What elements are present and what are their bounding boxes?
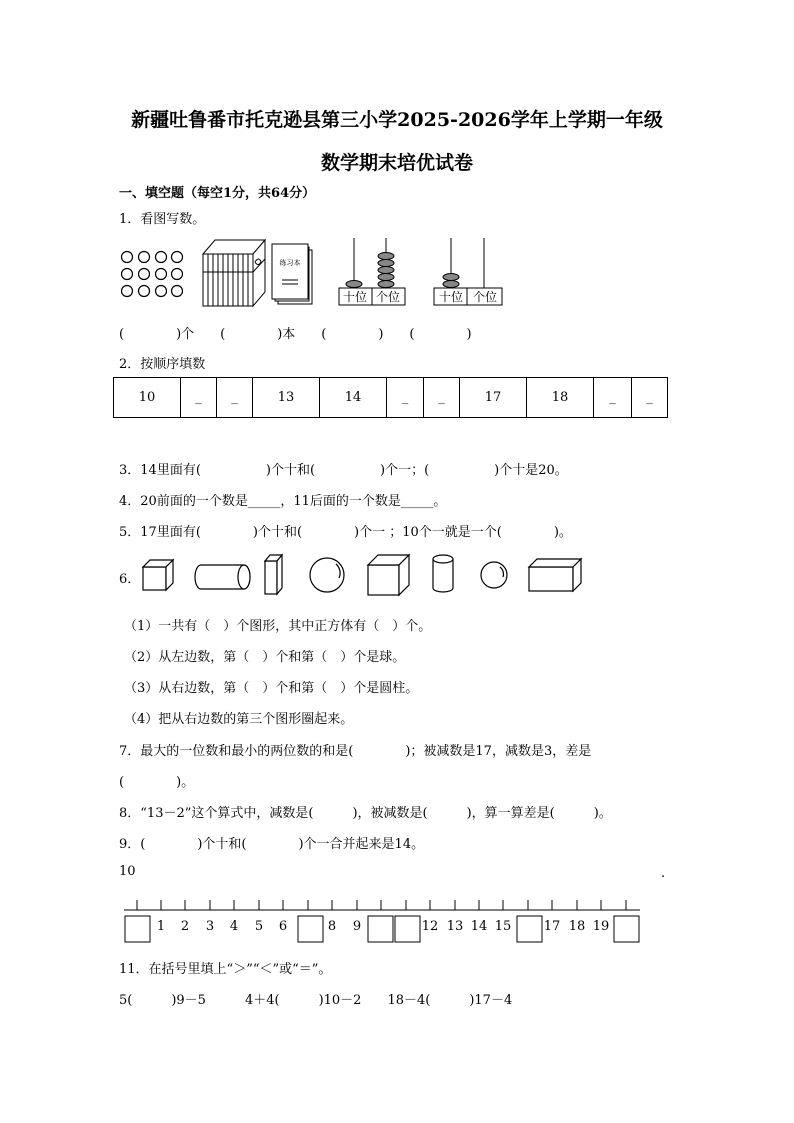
page-subtitle: 数学期末培优试卷 (320, 152, 473, 174)
cube-icon (143, 560, 173, 590)
number-line-label: 9 (352, 919, 362, 934)
sequence-cell: 14 (320, 378, 387, 418)
number-line-label: 8 (327, 919, 337, 934)
sequence-cell: 17 (460, 378, 527, 418)
sequence-cell: 10 (114, 378, 181, 418)
question-3: 3．14里面有( )个十和( )个一；( )个十是20。 (119, 463, 568, 478)
sequence-table (113, 377, 668, 418)
sequence-cell: _ (424, 378, 460, 418)
question-6-item: （4）把从右边数的第三个图形圈起来。 (124, 712, 354, 727)
number-line-label: 13 (446, 919, 464, 934)
number-line-label: 2 (180, 919, 190, 934)
question-6-label: 6． (119, 572, 141, 587)
number-line-blank-box (395, 916, 420, 942)
number-line-blank-box (368, 916, 393, 942)
question-5: 5．17里面有( )个十和( )个一 ；10个一就是一个( )。 (119, 525, 572, 540)
number-line-blank-box (125, 916, 150, 942)
number-line (120, 893, 650, 949)
question-4: 4．20前面的一个数是_____，11后面的一个数是_____。 (119, 494, 447, 509)
number-line-blank-box (614, 916, 639, 942)
section-heading: 一、填空题（每空1分，共64分） (119, 186, 316, 201)
exercise-book-label: 练习本 (279, 259, 301, 267)
sequence-cell: _ (632, 378, 668, 418)
question-11-line: 5( )9－5 4＋4( )10－2 18－4( )17－4 (119, 993, 513, 1008)
q1-figures (115, 232, 515, 312)
number-line-label: 4 (229, 919, 239, 934)
number-line-label: 17 (543, 919, 561, 934)
abacus1-tens-label: 十位 (342, 290, 368, 304)
number-line-blank-box (298, 916, 323, 942)
q6-shapes (138, 550, 588, 602)
abacus2-tens-label: 十位 (438, 290, 464, 304)
sequence-cell: _ (594, 378, 632, 418)
number-line-label: 1 (156, 919, 166, 934)
question-10-dot: . (661, 866, 666, 881)
question-1: 1．看图写数。 (119, 212, 206, 227)
question-7: 7．最大的一位数和最小的两位数的和是( )；被减数是17，减数是3，差是 (119, 744, 592, 759)
sequence-cell: 13 (253, 378, 320, 418)
question-11: 11．在括号里填上“＞”“＜”或“＝”。 (119, 962, 332, 977)
number-line-label: 18 (568, 919, 586, 934)
question-1-answers: ( )个 ( )本 ( ) ( ) (119, 327, 472, 342)
sequence-cell: _ (217, 378, 253, 418)
cylinder-vertical-icon (433, 555, 453, 592)
abacus-2 (434, 238, 502, 305)
cylinder-horizontal-icon (195, 565, 250, 589)
question-8: 8．“13－2”这个算式中，减数是( )，被减数是( )，算一算差是( )。 (119, 806, 612, 821)
cube-large-icon (368, 555, 409, 595)
question-10-label: 10 (119, 864, 136, 879)
sequence-cell: _ (181, 378, 217, 418)
cuboid-flat-icon (529, 559, 581, 591)
circles-group (122, 252, 183, 297)
number-line-label: 19 (592, 919, 610, 934)
number-line-label: 12 (421, 919, 439, 934)
cuboid-tall-icon (265, 555, 282, 594)
question-6-item: （1）一共有（ ）个图形，其中正方体有（ ）个。 (124, 619, 432, 634)
question-9: 9．( )个十和( )个一合并起来是14。 (119, 837, 425, 852)
question-2: 2．按顺序填数 (119, 357, 206, 372)
question-6-item: （2）从左边数，第（ ）个和第（ ）个是球。 (124, 650, 406, 665)
book-bundle-icon (203, 240, 265, 306)
exercise-book-icon (272, 244, 312, 304)
sphere-icon (310, 558, 344, 592)
page-title: 新疆吐鲁番市托克逊县第三小学2025-2026学年上学期一年级 (131, 109, 663, 131)
number-line-label: 14 (470, 919, 488, 934)
abacus2-ones-label: 个位 (472, 290, 498, 304)
number-line-label: 3 (205, 919, 215, 934)
number-line-label: 6 (278, 919, 288, 934)
sequence-cell: 18 (527, 378, 594, 418)
number-line-label: 15 (494, 919, 512, 934)
sphere-small-icon (481, 562, 507, 588)
number-line-label: 5 (254, 919, 264, 934)
question-7-cont: ( )。 (119, 775, 195, 790)
question-6-item: （3）从右边数，第（ ）个和第（ ）个是圆柱。 (124, 681, 419, 696)
abacus1-ones-label: 个位 (375, 290, 401, 304)
number-line-blank-box (517, 916, 542, 942)
sequence-cell: _ (387, 378, 424, 418)
abacus-1 (339, 238, 405, 305)
